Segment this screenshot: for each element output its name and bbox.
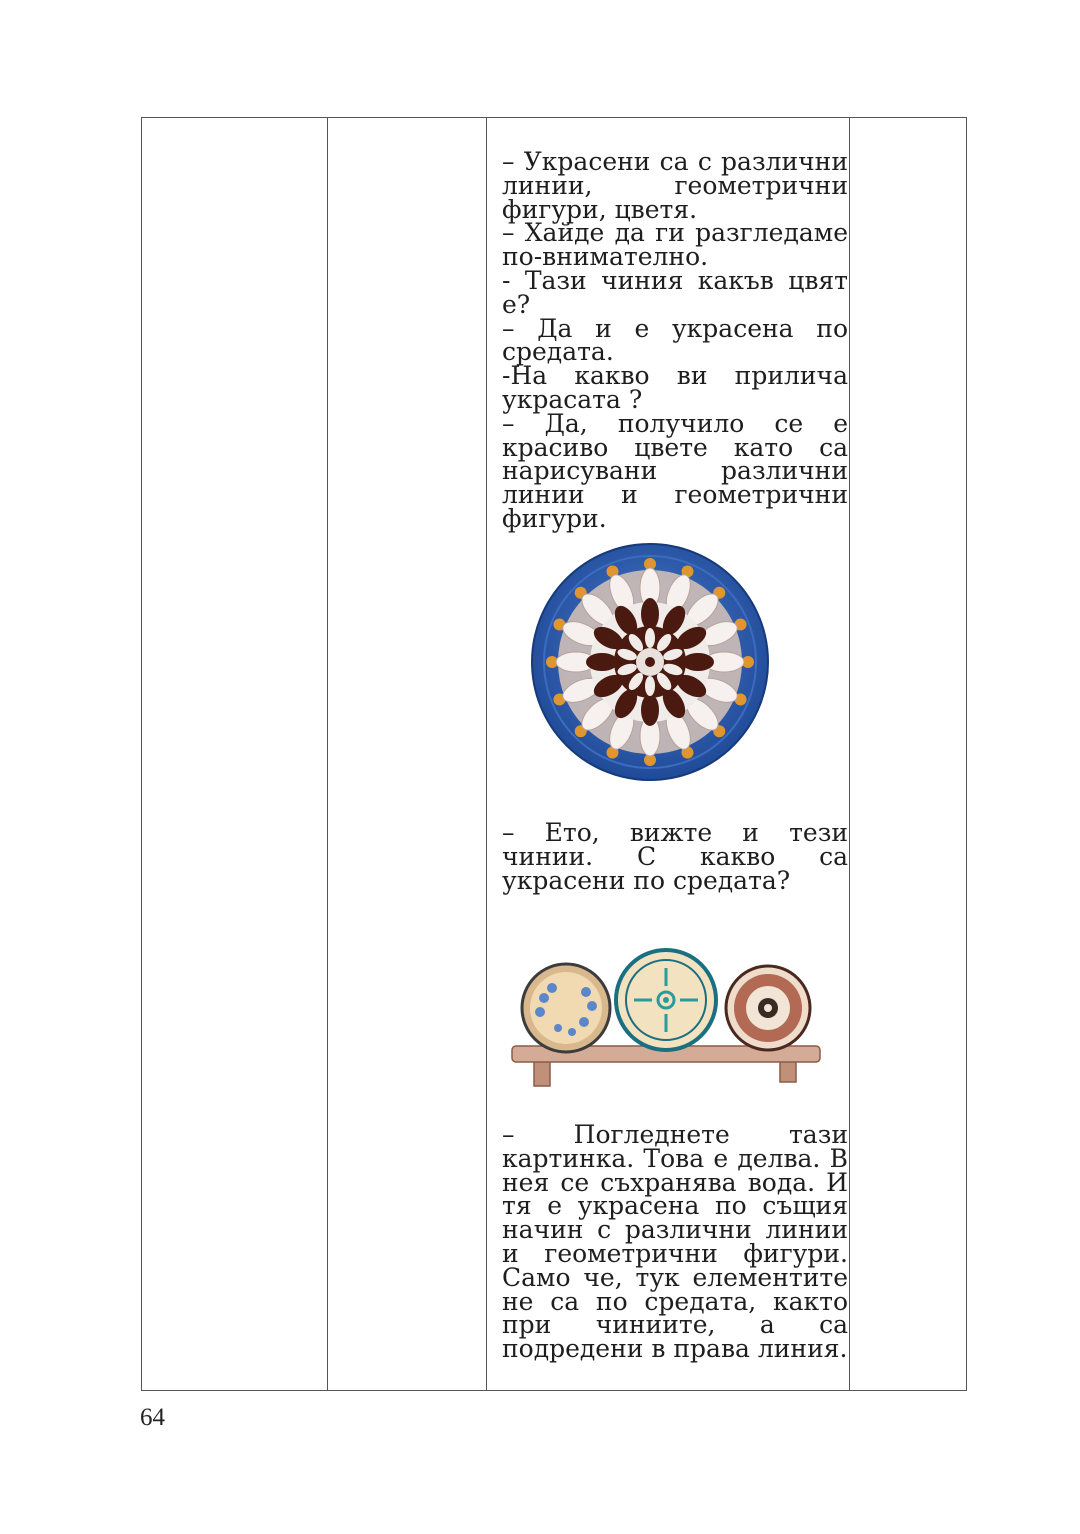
table-column-divider-1 xyxy=(327,117,328,1391)
text-block-3 xyxy=(502,1120,848,1364)
page-number: 64 xyxy=(140,1404,165,1431)
plate-brown-sun-icon xyxy=(726,966,810,1050)
paragraph: - Тази чиния какъв цвят е? xyxy=(502,265,848,319)
paragraph: – Да и е украсена по средата. xyxy=(502,313,848,367)
table-column-divider-2 xyxy=(486,117,487,1391)
plate-spiral-icon xyxy=(616,950,716,1050)
paragraph: – Хайде да ги разгледаме по-внимателно. xyxy=(502,218,848,272)
paragraph: -На какво ви прилича украсата ? xyxy=(502,361,848,414)
paragraph: – Украсени са с различни линии, геометрични фигури, цветя. xyxy=(502,147,848,224)
paragraph: – Да, получило се е красиво цвете като са нарисувани различни линии и геометрични фигури. xyxy=(502,408,848,533)
text-block-2 xyxy=(502,818,848,895)
three-plates-on-shelf-icon xyxy=(508,948,824,1088)
paragraph: – Ето, вижте и тези чинии. С какво са украсени по средата? xyxy=(502,818,848,895)
text-block-1 xyxy=(502,147,848,533)
plate-floral-icon xyxy=(522,964,610,1052)
decorated-blue-plate-icon xyxy=(530,542,770,782)
paragraph: – Погледнете тази картинка. Това е делва. В нея се съхранява вода. И тя е украсена по същия начин с различни линии и геометрични фигури. Само че, тук елементите не са по средата, както при чиниите, а са подредени в права линия. xyxy=(502,1120,848,1364)
table-column-divider-3 xyxy=(849,117,850,1391)
